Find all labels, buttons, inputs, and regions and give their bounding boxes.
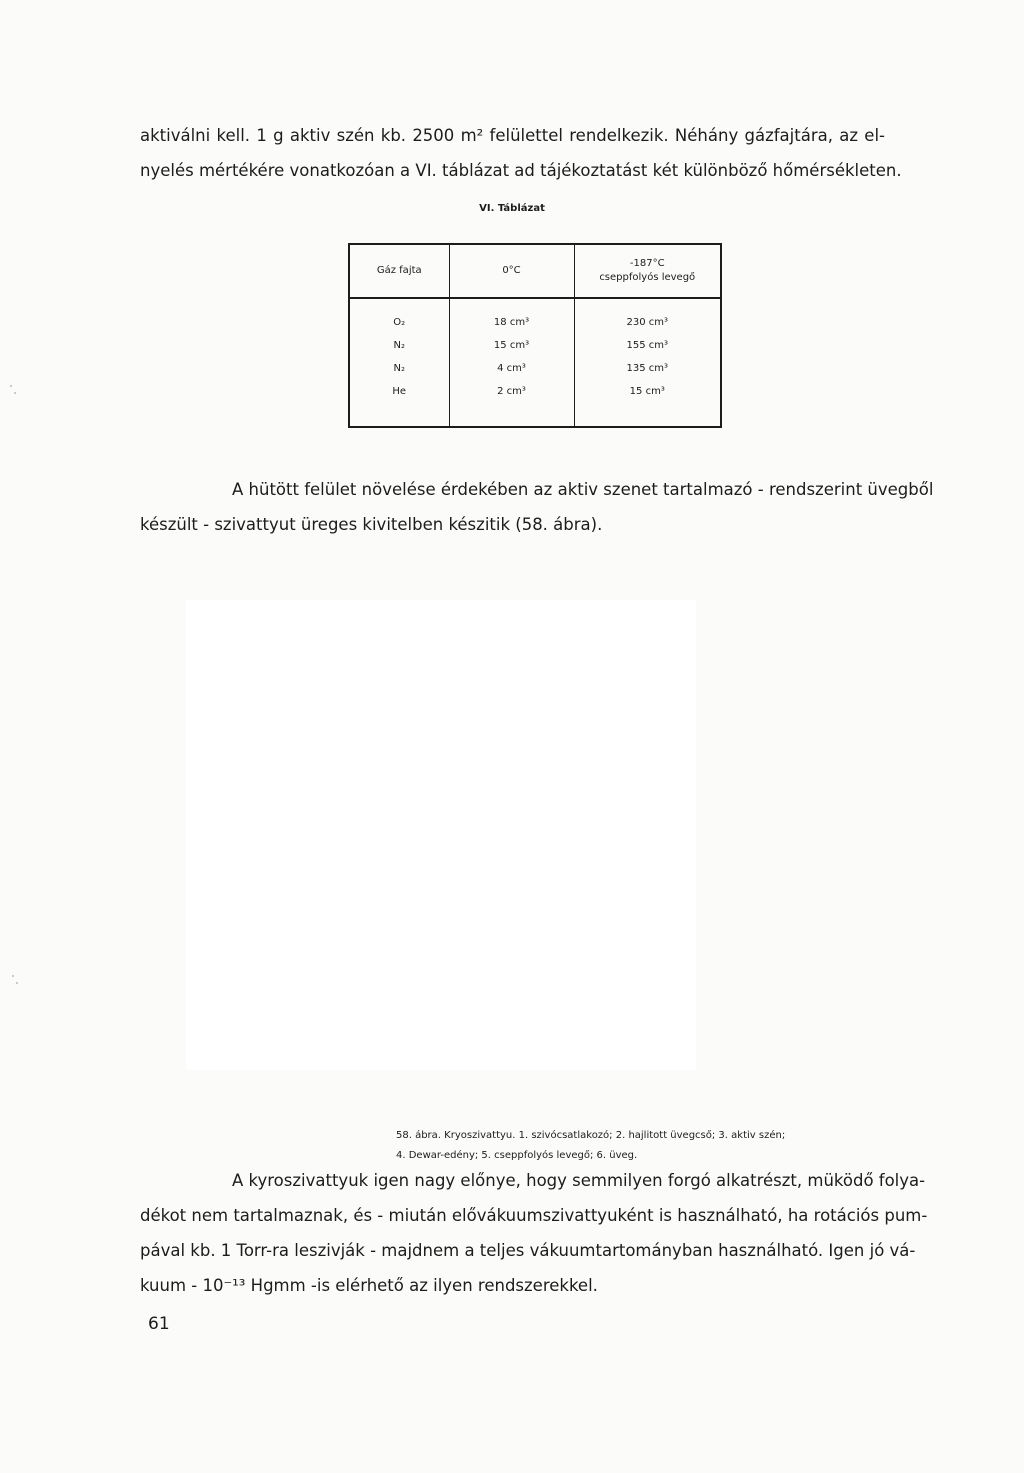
text-line: készült - szivattyut üreges kivitelben készitik (58. ábra). (140, 515, 603, 534)
table-cell: He (392, 386, 407, 397)
gas-adsorption-table (348, 243, 722, 428)
header-gas-type: Gáz fajta (349, 244, 449, 298)
table-cell: O₂ (393, 317, 406, 328)
intro-paragraph (140, 118, 902, 188)
table-cell: 155 cm³ (626, 340, 668, 351)
text-line: A hütött felület növelése érdekében az aktiv szenet tartalmazó - rendszerint üvegből (232, 480, 934, 499)
table-cell: 15 cm³ (629, 386, 665, 397)
scan-speck (12, 975, 14, 977)
text-line: pával kb. 1 Torr-ra leszivják - majdnem a teljes vákuumtartományban használható. Igen jó vá- (140, 1241, 916, 1260)
scan-speck (14, 392, 16, 394)
text-line: A kyroszivattyuk igen nagy előnye, hogy semmilyen forgó alkatrészt, müködő folya- (232, 1171, 926, 1190)
header-zero-celsius: 0°C (449, 244, 574, 298)
table-cell: 15 cm³ (493, 340, 530, 351)
table-cell: 18 cm³ (493, 317, 530, 328)
text-line: dékot nem tartalmaznak, és - miután elővákuumszivattyuként is használható, ha rotációs pum- (140, 1206, 928, 1225)
header-minus187-medium: cseppfolyós levegő (599, 272, 696, 283)
header-minus187 (574, 244, 721, 298)
scan-speck (10, 385, 12, 387)
table-title: VI. Táblázat (479, 203, 545, 214)
text-line: aktiválni kell. 1 g aktiv szén kb. 2500 m² felülettel rendelkezik. Néhány gázfajtára, az el- (140, 126, 885, 145)
table-cell: 2 cm³ (497, 386, 526, 397)
figure-placeholder (186, 600, 696, 1070)
table-cell: 135 cm³ (626, 363, 668, 374)
gas-column (349, 298, 449, 427)
scan-speck (16, 982, 18, 984)
pump-paragraph (140, 472, 934, 542)
minus187-column (574, 298, 721, 427)
zero-celsius-column (449, 298, 574, 427)
caption-line: 4. Dewar-edény; 5. cseppfolyós levegő; 6. üveg. (396, 1150, 638, 1161)
caption-line: 58. ábra. Kryoszivattyu. 1. szivócsatlakozó; 2. hajlitott üvegcső; 3. aktiv szén; (396, 1130, 786, 1141)
text-line: nyelés mértékére vonatkozóan a VI. táblázat ad tájékoztatást két különböző hőmérsékleten. (140, 161, 902, 180)
table-cell: 230 cm³ (626, 317, 668, 328)
page-number: 61 (148, 1314, 170, 1334)
table-cell: N₂ (393, 340, 405, 351)
table-cell: 4 cm³ (497, 363, 526, 374)
table-cell: N₂ (393, 363, 405, 374)
advantages-paragraph (140, 1163, 928, 1303)
figure-caption (396, 1126, 785, 1166)
header-minus187-temp: -187°C (629, 258, 665, 269)
text-line: kuum - 10⁻¹³ Hgmm -is elérhető az ilyen rendszerekkel. (140, 1276, 598, 1295)
